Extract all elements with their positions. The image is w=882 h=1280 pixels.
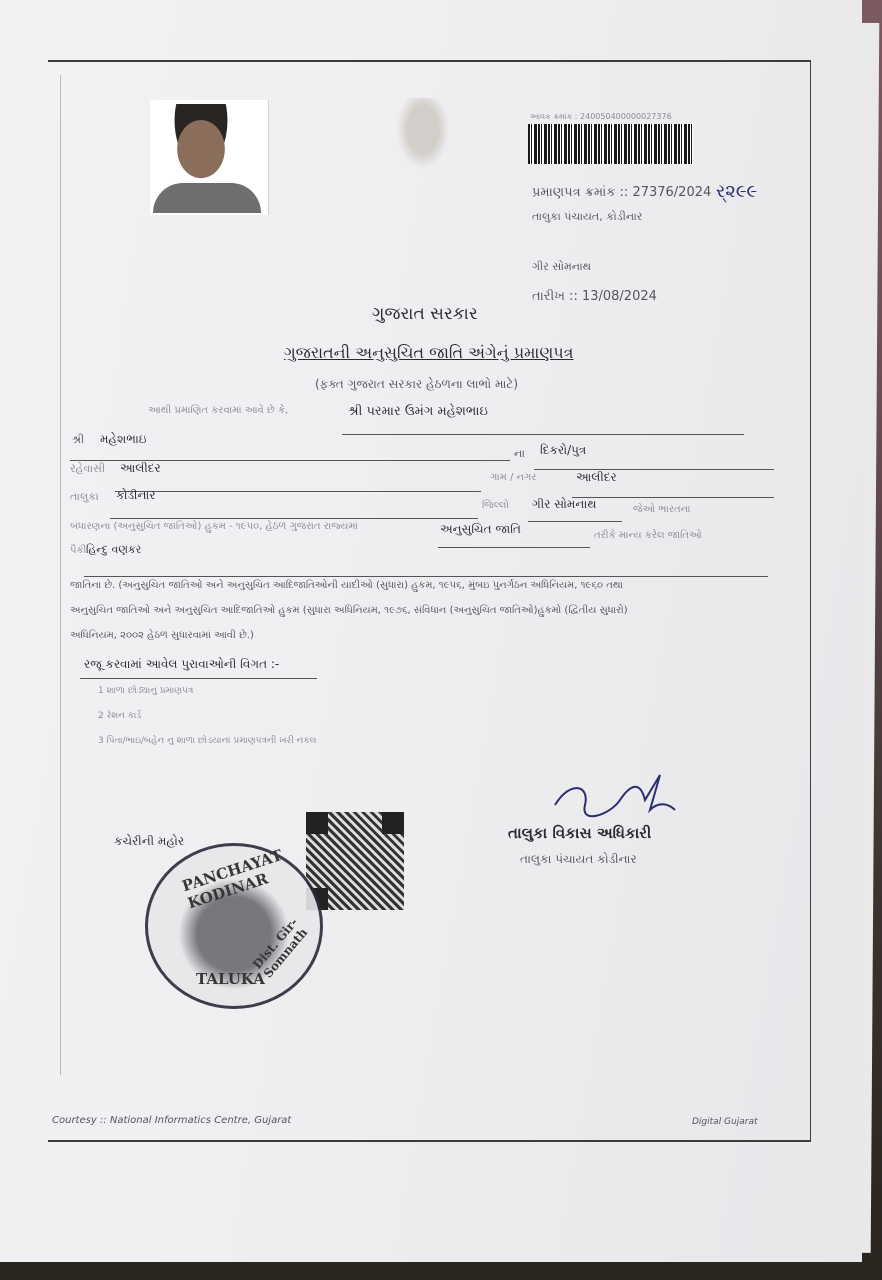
- seal-text-top: PANCHAYAT KODINAR: [179, 845, 285, 913]
- name-underline: [342, 434, 744, 435]
- officer-title: તાલુકા વિકાસ અધિકારી: [508, 824, 652, 842]
- photo-shirt: [153, 183, 261, 213]
- certificate-number: પ્રમાણપત્ર ક્રમાંક :: 27376/2024: [532, 185, 712, 200]
- resident-label: રહેવાસી: [70, 462, 106, 475]
- caste-category: અનુસુચિત જાતિ: [440, 522, 521, 536]
- seal-text-right: Dist. Gir-Somnath: [250, 915, 311, 981]
- place-name: ગીર સોમનાથ: [532, 260, 592, 273]
- taluka-label: તાલુકા: [70, 490, 99, 503]
- caste-value: હિન્દુ વણકર: [86, 543, 142, 556]
- photo-face: [164, 104, 238, 186]
- office-seal-caption: કચેરીની મહોર: [114, 834, 185, 848]
- evidence-underline: [80, 678, 317, 679]
- handwritten-number: ર્૨૯૯: [716, 181, 758, 202]
- resident-value: આલીદર: [120, 461, 161, 475]
- caste-prefix: પૈકી: [70, 545, 87, 556]
- village-label: ગામ / નગર: [490, 472, 537, 483]
- district-value: ગીર સોમનાથ: [532, 497, 597, 511]
- officer-signature: [550, 770, 680, 820]
- left-margin-line: [60, 75, 61, 1075]
- issue-date: તારીખ :: 13/08/2024: [532, 289, 657, 304]
- relation: દિકરો/પુત્ર: [540, 443, 587, 457]
- shri-label: શ્રી: [72, 433, 85, 446]
- footer-brand: Digital Gujarat: [692, 1117, 758, 1127]
- certificate-title: ગુજરાતની અનુસુચિત જાતિ અંગેનું પ્રમાણપત્ર: [284, 343, 574, 362]
- body-line-2: અનુસુચિત જાતિઓ અને અનુસુચિત આદિજાતિઓ હુકમ (સુધારા અધિનિયમ, ૧૯૭૬, સંવિધાન (અનુસુચિત જાતિઓ)હુકમો (દ્વિતીય સુધારો): [70, 605, 628, 616]
- barcode-caption: આવક ક્રમાંક : 240050400000027376: [530, 112, 672, 121]
- officer-place: તાલુકા પંચાયત કોડીનાર: [520, 852, 637, 866]
- barcode: [528, 124, 693, 164]
- village-value: આલીદર: [576, 470, 617, 484]
- village-underline: [572, 497, 774, 498]
- na-label: ના: [514, 447, 525, 460]
- relation-underline: [534, 469, 774, 470]
- evidence-item: 2 રેશન કાર્ડ: [98, 711, 142, 721]
- order-text: બંધારણના (અનુસુચિત જાતિઓ) હુકમ - ૧૯૫૦, હેઠળ ગુજરાત રાજ્યમાં: [70, 521, 358, 532]
- district-underline: [528, 521, 622, 522]
- recognized-text: તરીકે માન્ય કરેલ જાતિઓ: [594, 530, 702, 541]
- seal-text-bottom: TALUKA: [196, 970, 265, 988]
- qr-code: [306, 812, 404, 910]
- resident-underline: [115, 491, 481, 492]
- state-label: જેઓ ભારતના: [633, 504, 691, 515]
- body-line-1: જાતિના છે. (અનુસુચિત જાતિઓ અને અનુસુચિત આદિજાતિઓની યાદીઓ (સુધારા) હુકમ, ૧૯૫૬, મુંબઇ પુનર્ગઠન અધિનિયમ, ૧૯૬૦ તથા: [70, 580, 623, 591]
- caste-underline: [84, 576, 768, 577]
- father-name: મહેશભાઇ: [100, 432, 147, 446]
- person-name: શ્રી પરમાર ઉમંગ મહેશભાઇ: [348, 404, 488, 419]
- office-name: તાલુકા પંચાયત, કોડીનાર: [532, 210, 643, 223]
- certify-text: આથી પ્રમાણિત કરવામાં આવે છે કે,: [148, 405, 289, 416]
- district-label: જિલ્લો: [482, 500, 509, 511]
- government-emblem: [392, 98, 454, 176]
- footer-courtesy: Courtesy :: National Informatics Centre, Gujarat: [52, 1115, 292, 1126]
- page-border: [48, 60, 811, 1142]
- evidence-item: 1 શાળા છોડ્યાનુ પ્રમાણપત્ર: [98, 686, 194, 696]
- body-line-3: અધિનિયમ, ૨૦૦૨ હેઠળ સુધારવામાં આવી છે.): [70, 630, 254, 641]
- office-seal: [145, 843, 323, 1009]
- taluka-value: કોડીનાર: [116, 488, 156, 502]
- taluka-underline: [110, 518, 478, 519]
- evidence-item: 3 પિતા/ભાઇ/બહેન નુ શાળા છોડયાનાં પ્રમાણપત્રની ખરી નકલ: [98, 736, 317, 746]
- government-title: ગુજરાત સરકાર: [372, 304, 478, 324]
- category-underline: [438, 547, 590, 548]
- certificate-subtitle: (ફક્ત ગુજરાત સરકાર હેઠળના લાભો માટે): [315, 377, 519, 391]
- evidence-heading: રજૂ કરવામાં આવેલ પુરાવાઓની વિગત :-: [84, 657, 280, 671]
